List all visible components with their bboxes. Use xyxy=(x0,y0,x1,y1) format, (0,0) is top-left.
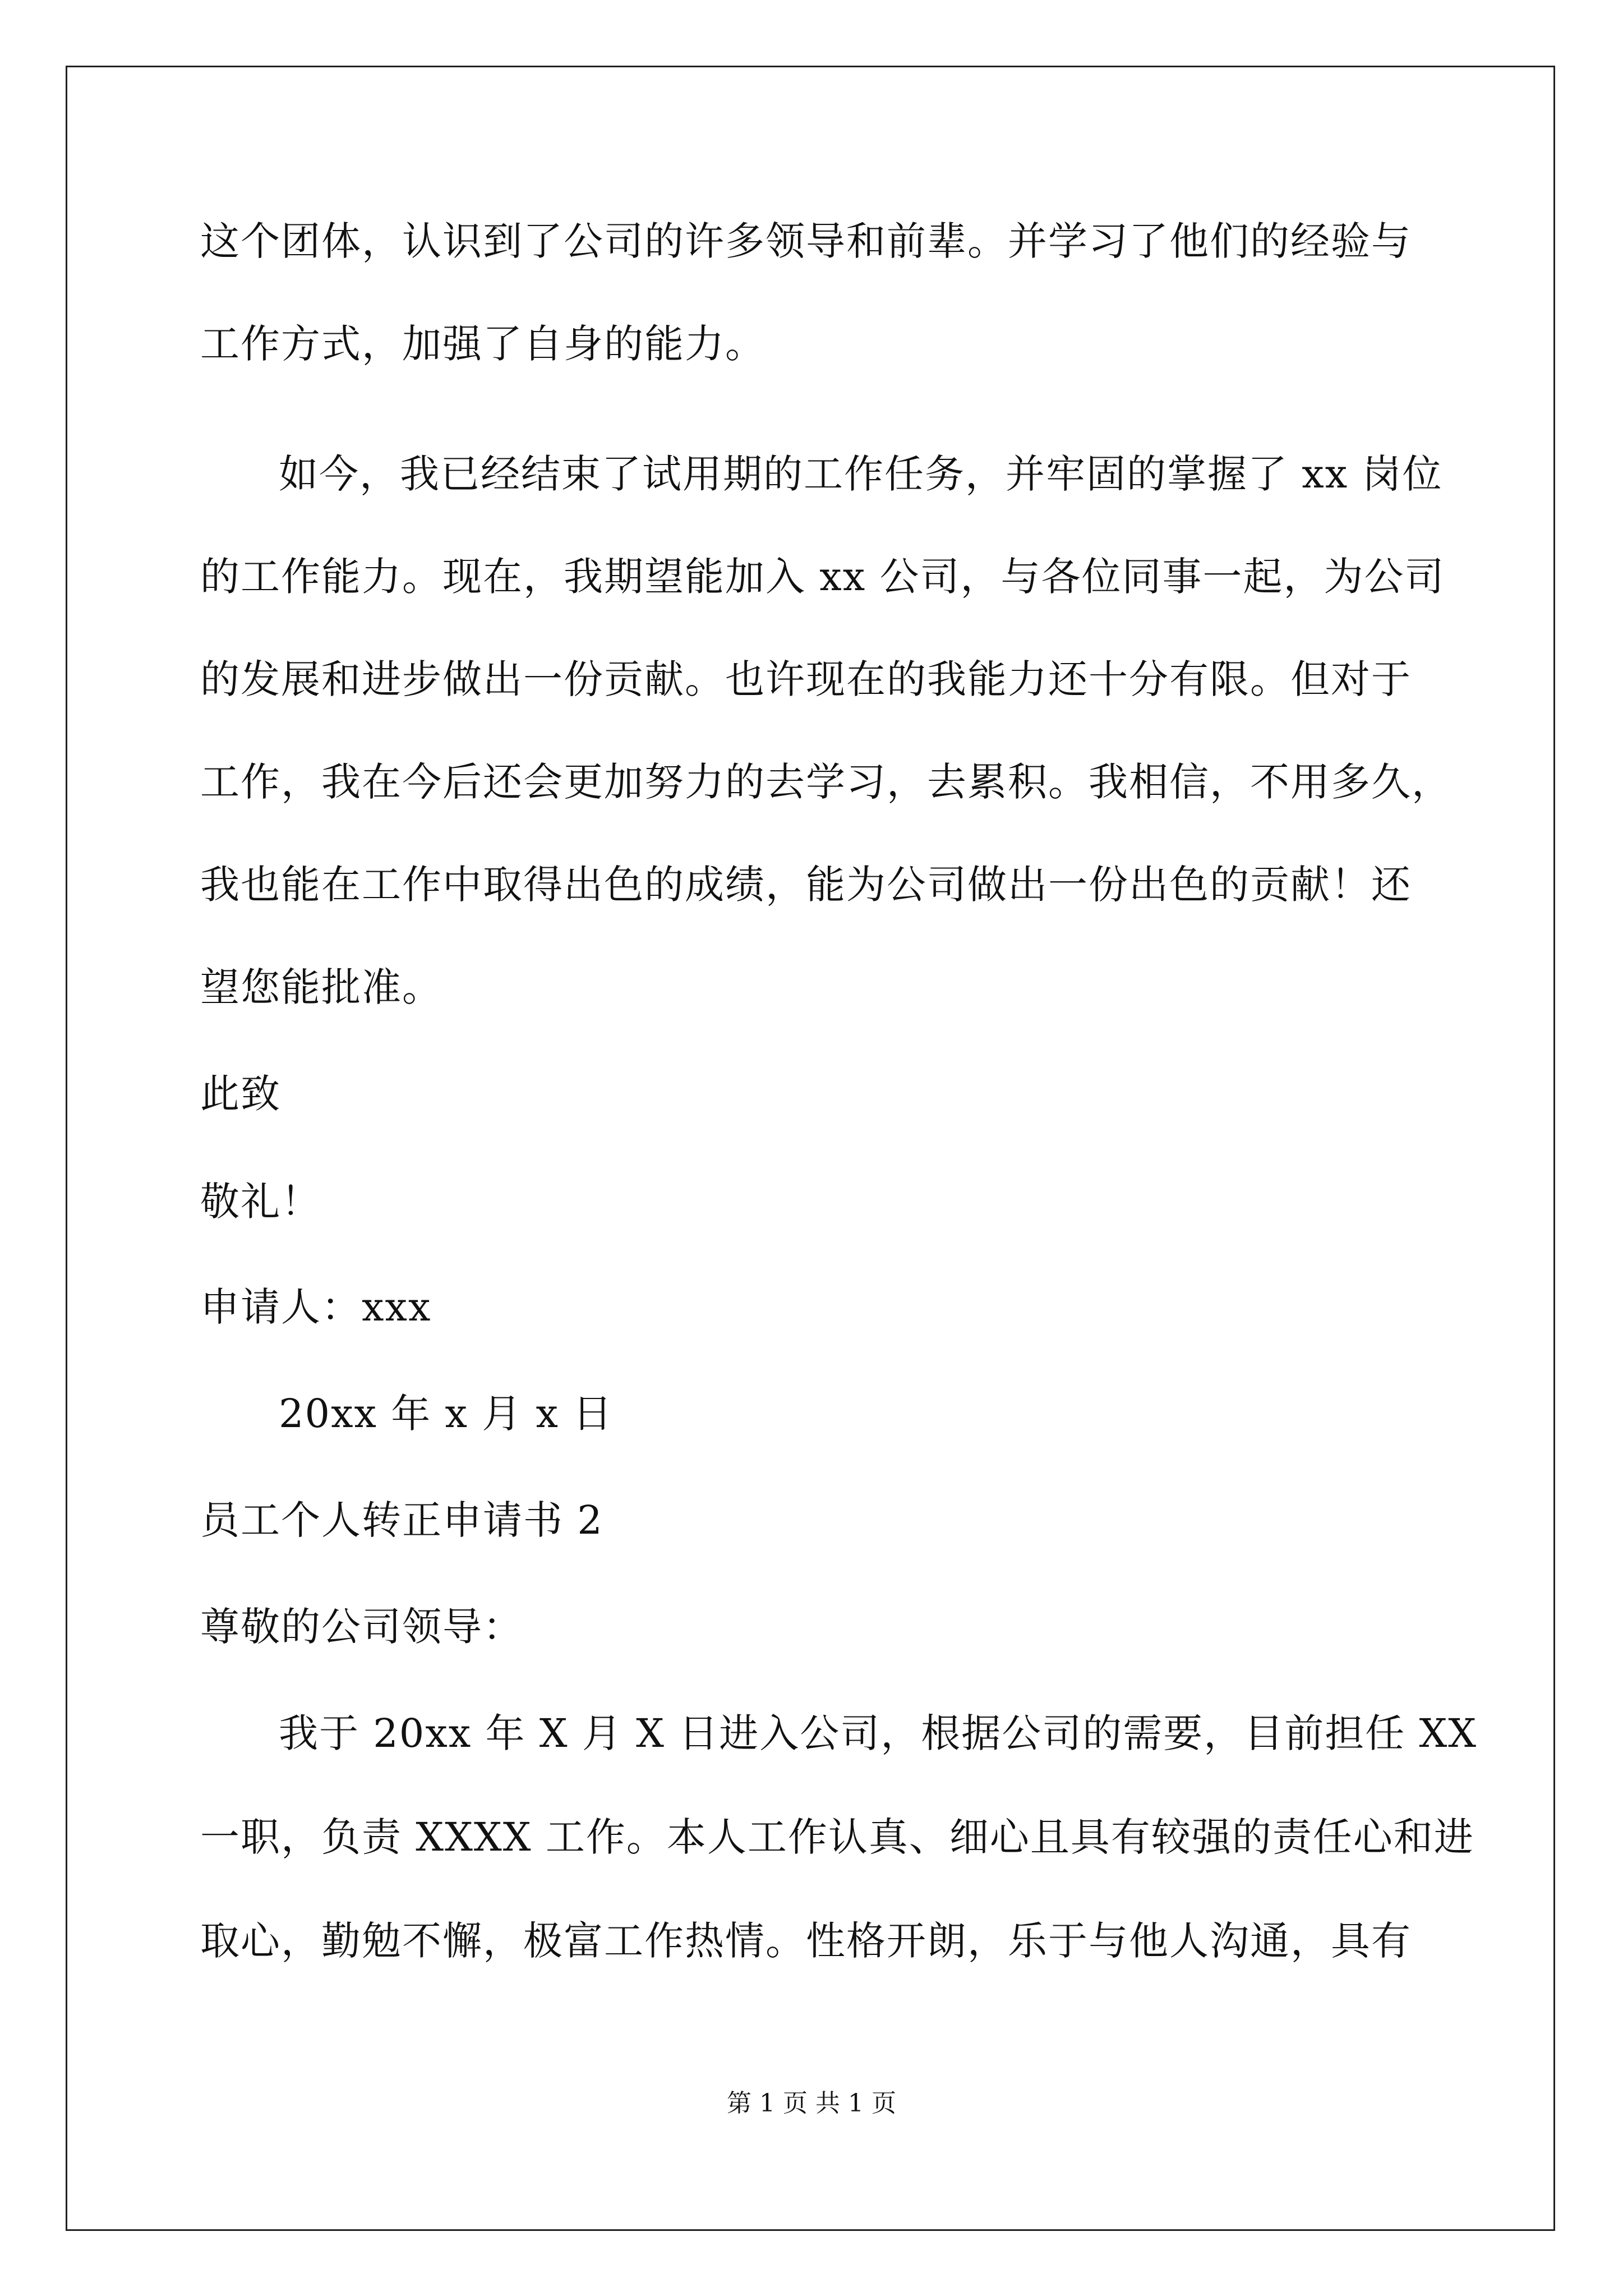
applicant-line: 申请人：xxx xyxy=(200,1284,432,1330)
page-footer: 第 1 页 共 1 页 xyxy=(727,2089,896,2118)
paragraph-line: 我于 20xx 年 X 月 X 日进入公司，根据公司的需要，目前担任 XX xyxy=(279,1710,1478,1756)
text-line: 这个团体，认识到了公司的许多领导和前辈。并学习了他们的经验与 xyxy=(200,218,1412,264)
date-line: 20xx 年 x 月 x 日 xyxy=(279,1391,614,1437)
text-line: 工作，我在今后还会更加努力的去学习，去累积。我相信，不用多久， xyxy=(200,759,1452,805)
text-line: 的发展和进步做出一份贡献。也许现在的我能力还十分有限。但对于 xyxy=(200,656,1412,702)
text-line: 我也能在工作中取得出色的成绩，能为公司做出一份出色的贡献！还 xyxy=(200,862,1412,908)
section-title: 员工个人转正申请书 2 xyxy=(200,1497,603,1543)
text-line: 工作方式，加强了自身的能力。 xyxy=(200,321,766,367)
paragraph-line: 如今，我已经结束了试用期的工作任务，并牢固的掌握了 xx 岗位 xyxy=(279,451,1443,497)
text-line: 的工作能力。现在，我期望能加入 xx 公司，与各位同事一起，为公司 xyxy=(200,554,1445,600)
text-line: 取心，勤勉不懈，极富工作热情。性格开朗，乐于与他人沟通，具有 xyxy=(200,1918,1412,1964)
text-line: 望您能批准。 xyxy=(200,964,442,1010)
page-frame xyxy=(66,66,1555,2231)
closing-line: 敬礼！ xyxy=(200,1179,321,1225)
salutation-line: 尊敬的公司领导： xyxy=(200,1604,523,1650)
text-line: 一职，负责 XXXX 工作。本人工作认真、细心且具有较强的责任心和进 xyxy=(200,1814,1474,1860)
closing-line: 此致 xyxy=(200,1071,281,1117)
